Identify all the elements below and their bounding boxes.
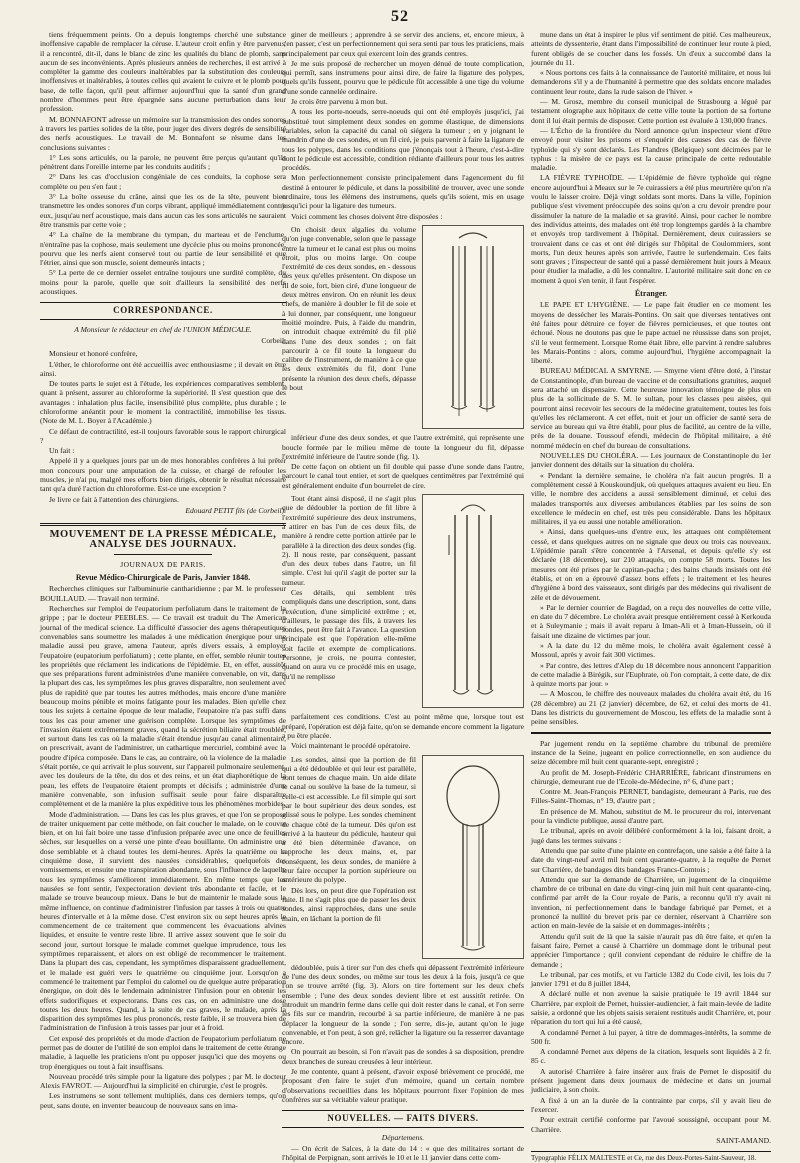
figure-2-illustration (422, 494, 524, 708)
paragraph: Mon perfectionnement consiste principalement dans l'agencement du fil destiné à entourer le pédicule, et dans la possibilité de trouver, avec une sonde ordinaire, tous les élémens des instrumens, quels qu'ils soient, mis en usage jusqu'ici pour la ligature des tumeurs. (282, 173, 524, 211)
paragraph: Voici maintenant le procédé opératoire. (291, 741, 411, 751)
column-2 (282, 30, 524, 1163)
page-number: 52 (391, 8, 409, 25)
paragraph: » Par le dernier courrier de Bagdad, on a reçu des nouvelles de cette ville, en date du 7 décembre. Le choléra avait presque entièrement cessé à Kerkouda et à Suleymanie ; mais il avait reparu à Iman-Ali et à Iman-Hussein, où il faisait une dizaine de victimes par jour. (531, 602, 771, 640)
printer-imprint: Typographie FÉLIX MALTESTE et Ce, rue des Deux-Portes-Saint-Sauveur, 18. (531, 1151, 771, 1163)
paragraph: NOUVELLES DU CHOLÉRA. — Les journaux de Constantinople du 1er janvier donnent des détails sur la situation du choléra. (531, 451, 771, 470)
correspondance-place: Corbeil. (261, 335, 286, 345)
paragraph: A déclaré nulle et non avenue la saisie pratiquée le 19 avril 1844 sur Charrière, par exploit de Pernet, huissier-audiencier, à fait main-levée de ladite saisie, a ordonné que les objets saisis seraient restitués audit Charrière, et, pour réparation du tort qui lui a été causé, (531, 989, 771, 1027)
paragraph: De cette façon on obtient un fil double qui passe d'une sonde dans l'autre, parcourt le canal tout entier, et sort de quelques centimètres par l'extrémité qui est généralement enduite d'un bourrelet de cire. (282, 462, 524, 490)
press-heading: MOUVEMENT DE LA PRESSE MÉDICALE, ANALYSE DES JOURNAUX. (40, 523, 286, 549)
sonde-figure-2-icon (423, 495, 523, 705)
polype-ligature-icon (423, 756, 523, 956)
press-journal-title: Revue Médico-Chirurgicale de Paris, Janvier 1848. (75, 573, 251, 583)
paragraph: De toutes parts le sujet est à l'étude, les expériences comparatives semblent, quant à présent, assurer au chloroforme la supériorité. Il s'est question que des avantages : inhalation plus facile, insensibilité plus complète, plus durable ; le chloroforme anéantit pour le moment la contractilité, immobilise les tissus. (Note de M. L. Boyer à l'Académie.) (40, 379, 286, 426)
paragraph: Appelé il y a quelques jours par un de mes honorables confrères à lui prêter mon concours pour une amputation de la cuisse, et chargé de refouler les muscles, je n'ai pu, malgré mes efforts bien dirigés, obtenir le résultat nécessaire tant qu'a duré l'action du chloroforme. Est-ce une exception ? (40, 456, 286, 494)
paragraph: Je crois être parvenu à mon but. (291, 97, 388, 107)
paragraph: On choisit deux algalies du volume qu'on juge convenable, selon que le passage entre la tumeur et le canal est plus ou moins étroit, plus ou moins large. On coupe l'extrémité de ces deux sondes, en - dessous des yeux qu'elles présentent. On dispose un fil de soie, fort, bien ciré, d'une longueur de deux mètres environ. On en réunit les deux chefs, de manière à doubler le fil de soie et à lui donner, par conséquent, une longueur moitié moindre. Puis, à l'aide du mandrin, on introduit chaque extrémité du fil plié dans l'une des deux sondes ; on fait parcourir à ce fil toute la longueur du calibre de l'instrument, de manière à ce que les deux extrémités du fil, dont l'une présente la réunion des deux chefs, dépasse le bout (282, 224, 416, 392)
paragraph: Recherches cliniques sur l'albuminurie cantharidienne ; par M. le professeur BOUILLAUD. — Travail non terminé. (40, 584, 286, 603)
paragraph: LA FIÈVRE TYPHOÏDE. — L'épidémie de fièvre typhoïde qui règne encore aujourd'hui à Meaux sur le 7e cuirassiers a été plus meurtrière qu'on n'a voulu le laisser croire. Déjà vingt soldats sont morts. Dans la ville, l'opinion publique s'est vivement préoccupée des soins qu'on a cru devoir prendre pour dissimuler la nature de la maladie et sa gravité. Ainsi, pour cacher le nombre des individus atteints, des malades ont été trop longtemps gardés à la chambre et envoyés trop tardivement à l'hôpital. Dernièrement, deux cuirassiers se trouvaient dans ce cas et ont été dirigés sur l'hôpital de Coulommiers, sont morts, l'un deux heures après son arrivée, l'autre le surlendemain. Ces faits sont graves ; l'inspecteur de santé qui a passé dernièrement huit jours à Meaux pour étudier la maladie, a dû les connaître. L'autorité militaire sait donc en ce moment à quoi s'en tenir, il faut l'espérer. (531, 173, 771, 285)
paragraph: 3° La boîte osseuse du crâne, ainsi que les os de la tête, peuvent bien transmettre les ondes sonores d'un corps vibrant, appliqué immédiatement contre eux, jusqu'au nerf acoustique, mais dans aucun cas les sons articulés ne sauraient être transmis par cette voie ; (40, 192, 286, 229)
divider (531, 732, 771, 734)
paragraph: — On écrit de Salces, à la date du 14 : « que des militaires sortant de l'hôpital de Perpignan, sont arrivés le 10 et le 11 janvier dans cette com- (282, 1143, 524, 1163)
paragraph: Contre M. Jean-François PERNET, bandagiste, demeurant à Paris, rue des Filles-Saint-Thomas, n° 19, d'autre part ; (531, 787, 771, 806)
paragraph: M. BONNAFONT adresse un mémoire sur la transmission des ondes sonores à travers les parties solides de la tête, pour juger des divers degrés de sensibilité des nerfs acoustiques. Le travail de M. Bonnafont se résume dans les conclusions suivantes : (40, 114, 286, 152)
news-subheading: Départemens. (381, 1132, 425, 1142)
paragraph: inférieur d'une des deux sondes, et que l'autre extrémité, qui représente une boucle formée par le milieu même de toute la longueur du fil, dépasse l'extrémité inférieure de l'autre sonde (fig. 1). (282, 433, 524, 461)
tribunal-signature: SAINT-AMAND. (716, 1135, 771, 1145)
paragraph: Je livre ce fait à l'attention des chirurgiens. (49, 494, 179, 504)
paragraph: Par jugement rendu en la septième chambre du tribunal de première instance de la Seine, jugeant en police correctionnelle, en son audience du seize décembre mil huit cent quarante-sept, enregistré ; (531, 738, 771, 767)
paragraph: A condamné Pernet à lui payer, à titre de dommages-intérêts, la somme de 500 fr. (531, 1027, 771, 1046)
divider (114, 554, 212, 555)
paragraph: 4° La chaîne de la membrane du tympan, du marteau et de l'enclume, n'entraîne pas la cophose, mais seulement une dycécie plus ou moins prononcée, pourvu que les nerfs aient conservé tout ou partie de leur sensibilité et que l'étrier, ainsi que son muscle, soient demeurés intacts ; (40, 230, 286, 268)
paragraph: A tous les porte-noeuds, serre-noeuds qui ont été employés jusqu'ici, j'ai substitué tout simplement deux sondes en gomme élastique, de dimensions variables, selon la capacité du canal où siégera la tumeur ; en y joignant le mandrin d'une de ces sondes, et un fil ciré, je puis parvenir à faire la ligature de tous les polypes, dans les conditions que j'énonçais tout à l'heure, c'est-à-dire dont le pédicule est accessible, condition rédiante d'ailleurs pour tous les autres procédés. (282, 107, 524, 173)
paragraph: On pourrait au besoin, si l'on n'avait pas de sondes à sa disposition, prendre deux branches de sureau creusées à leur intérieur. (282, 1047, 524, 1066)
news-heading: NOUVELLES. — FAITS DIVERS. (282, 1110, 524, 1127)
paragraph: Ce défaut de contractilité, est-il toujours favorable sous le rapport chirurgical ? (40, 426, 286, 445)
etranger-heading: Étranger. (634, 289, 668, 299)
figure-1-illustration (422, 225, 524, 429)
paragraph: 1° Les sons articulés, ou la parole, ne peuvent être perçus qu'autant qu'ils pénètrent dans l'oreille interne par les conduits auditifs ; (40, 152, 286, 172)
paragraph: A autorisé Charrière à faire insérer aux frais de Pernet le dispositif du présent jugement dans deux journaux de médecine et dans un journal judiciaire, à son choix. (531, 1066, 771, 1095)
paragraph: Je me contente, quant à présent, d'avoir exposé brièvement ce procédé, me proposant d'en faire le sujet d'un mémoire, quand un certain nombre d'observations recueillies dans les hôpitaux pourront fixer l'opinion de mes confrères sur sa véritable valeur pratique. (282, 1067, 524, 1104)
paragraph: Voici comment les choses doivent être disposées : (291, 211, 443, 221)
paragraph: — A Moscou, le chiffre des nouveaux malades du choléra avait été, du 16 (28 décembre) au 21 (2 janvier) décembre, de 62, et celui des morts de 41. Dans les districts du gouvernement de Moscou, les effets de la maladie sont à peine sensibles. (531, 689, 771, 727)
paragraph: Pour extrait certifié conforme par l'avoué soussigné, occupant pour M. Charrière. (531, 1115, 771, 1134)
paragraph: « Nous portons ces faits à la connaissance de l'autorité militaire, et nous lui demanderons s'il y a de l'humanité à permettre que des soldats encore malades continuent leur route, dans la rude saison de l'hiver. » (531, 68, 771, 96)
paragraph: Un fait : (49, 446, 75, 456)
paragraph: dédoublée, puis à tirer sur l'un des chefs qui dépassent l'extrémité inférieure de l'une des deux sondes, ou même sur tous les deux à la fois, jusqu'à ce que l'on se trouve arrêté (fig. 3). Alors on tire fortement sur les deux chefs ensemble ; l'une des deux sondes devient libre et est aussitôt retirée. On introduit un mandrin ferme dans celle qui doit rester dans le canal, et l'on serre les fils sur ce mandrin, recourbé à sa partie inférieure, de manière à ne pas déplacer la longueur de la sonde ; l'on serre, dis-je, autant qu'on le juge convenable, et l'on peut, à son gré, relâcher la ligature ou la resserrer davantage encore. (282, 962, 524, 1047)
column-3 (531, 30, 771, 1163)
paragraph: Attendu qu'il suit de là que la saisie n'aurait pas dû être faite, et qu'en la faisant faire, Pernet a causé à Charrière un dommage dont le tribunal peut apprécier l'importance ; qu'il convient cependant de réduire le chiffre de la demande ; (531, 931, 771, 969)
paragraph: 2° Dans les cas d'occlusion congéniale de ces conduits, la cophose sera complète ou peu s'en faut ; (40, 172, 286, 191)
paragraph: BUREAU MÉDICAL A SMYRNE. — Smyrne vient d'être doté, à l'instar de Constantinople, d'un bureau de vaccine et de consultations gratuites, auquel sera attaché un dispensaire. Cette heureuse innovation témoigne de plus en plus de la sollicitude de S. M. le sultan, pour les classes peu aisées, qui pourront ainsi recevoir les secours de la médecine gratuitement, toutes les fois qu'elles les réclameront. A cet effet, nuit et jour un officier de santé sera de service au bureau qui va être établi, pour plus de facilité, au centre de la ville, près de la douane. Toussouf efendi, médecin de l'hôpital militaire, a été nommé médecin en chef du bureau de consultations. (531, 366, 771, 450)
paragraph: Je me suis proposé de rechercher un moyen dénué de toute complication, qui permît, sans instrumens pour ainsi dire, de faire la ligature des polypes, quels qu'ils fussent, pourvu que le pédicule fût accessible à une tige du volume d'une sonde cannelée ordinaire. (282, 58, 524, 96)
paragraph: Monsieur et honoré confrère, (49, 349, 138, 359)
paragraph: A condamné Pernet aux dépens de la citation, lesquels sont liquidés à 2 fr. 85 c. (531, 1047, 771, 1066)
figure-3-illustration (422, 755, 524, 959)
paragraph: Le tribunal, après en avoir délibéré conformément à la loi, faisant droit, a jugé dans les termes suivans : (531, 826, 771, 845)
paragraph: — L'Écho de la frontière du Nord annonce qu'un inspecteur vient d'être envoyé pour visiter les prisons et s'enquérir des causes des cas de fièvre typhoïde qui s'y sont déclarés. Les Flandres (Belgique) sont décimées par le typhus : la misère de ce pays est la cause principale de cette redoutable maladie. (531, 125, 771, 173)
paragraph: mune dans un état à inspirer le plus vif sentiment de pitié. Ces malheureux, atteints de dyssenterie, étant dans l'impossibilité de continuer leur route à pied, furent obligés de se coucher dans les fossés. Un d'eux a succombé dans la journée du 11. (531, 30, 771, 67)
correspondance-heading: CORRESPONDANCE. (40, 302, 286, 319)
correspondance-salute: A Monsieur le rédacteur en chef de l'UNION MÉDICALE. (74, 324, 252, 334)
paragraph: Mode d'administration. — Dans les cas les plus graves, et que l'on se propose de traiter uniquement par cette méthode, on fait coucher le malade, on le couvre bien, et on lui fait boire une tasse d'infusion préparée avec une once de feuilles sèches, sur lesquelles on a versé une pinte d'eau bouillante. On administre une dose semblable et à chaud toutes les demi-heures. Après la quatrième ou la cinquième dose, il survient des nausées considérables, quelquefois des vomissemens, et ensuite une transpiration abondante, sous l'influence de laquelle tous les symptômes s'améliorent immédiatement. En même temps que les nausées se font sentir, l'expectoration devient très abondante et facile, et le malade se trouve beaucoup mieux. Dans le but de maintenir le malade sous la même influence, on continue d'administrer l'infusion par tasses à trois ou quatre heures d'intervalle et à la même dose. C'est environ six ou sept heures après le commencement de ce traitement que commencent les évacuations alvines liquides, et ensuite le ventre reste libre. Il arrive assez souvent que le soir du second jour, surtout lorsque le malade commet quelque imprudence, tous les symptômes reparaissent, et alors on est obligé de recommencer le traitement. Dans la plupart des cas, cependant, les symptômes disparaissent graduellement, et le malade est guéri vers le quatrième ou cinquième jour. Lorsqu'on a commencé le traitement par l'emploi du calomel ou de quelque autre préparation énergique, on doit dès le lendemain administrer l'infusion pour en obtenir les effets sudorifiques et expectorans. Dans ces cas, on en administre une dose toutes les deux heures. Quand, à la suite de cas graves, le malade, après la disparition des symptômes les plus prononcés, reste faible, il se trouvera bien de l'administration de l'infusion à trois tasses par jour et à froid. (40, 809, 286, 1033)
paragraph: 5° La perte de ce dernier osselet entraîne toujours une surdité complète, du moins pour la parole, quelle que soit d'ailleurs la sensibilité des nerfs acoustiques. (40, 268, 286, 297)
press-subheading: JOURNAUX DE PARIS. (120, 559, 206, 569)
paragraph: L'éther, le chloroforme ont été accueillis avec enthousiasme ; il devait en être ainsi. (40, 359, 286, 378)
correspondance-signature: Edouard PETIT fils (de Corbeil). (185, 505, 286, 515)
paragraph: Les sondes, ainsi que la portion de fil qui a été dédoublée et qui leur est parallèle, sont tenues de chaque main. Un aide dilate le canal ou soulève la base de la tumeur, si celle-ci est accessible. Le fil simple qui sort par le bout supérieur des deux sondes, est glissé sous le polype. Les sondes cheminent de chaque côté de la tumeur. Dès qu'on est arrivé à la hauteur du pédicule, hauteur qui a été bien déterminée d'avance, on rapproche les deux mains, et, par conséquent, les deux sondes, de manière à leur faire occuper la portion supérieure ou antérieure du polype. (282, 754, 416, 885)
paragraph: A fixé à un an la durée de la contrainte par corps, s'il y avait lieu de l'exercer. (531, 1095, 771, 1114)
sonde-figure-1-icon (423, 226, 523, 426)
paragraph: Au profit de M. Joseph-Frédéric CHARRIÈRE, fabricant d'instrumens en chirurgie, demeurant rue de l'Ecole-de-Médecine, n° 6, d'une part ; (531, 767, 771, 786)
figure-2-block (282, 494, 524, 708)
paragraph: Attendu que par suite d'une plainte en contrefaçon, une saisie a été faite à la date du vingt-neuf avril mil huit cent quarante-quatre, à la requête de Pernet sur Charrière, de bandages dits bandages Francs-Comtois ; (531, 845, 771, 874)
paragraph: — M. Grosz, membre du conseil municipal de Strasbourg a légué par testament olographe aux hôpitaux de cette ville toute la portion de sa fortune dont il lui était permis de disposer. Cette portion est évaluée à 130,000 francs. (531, 97, 771, 125)
paragraph: « Pendant la dernière semaine, le choléra n'a fait aucun progrès. Il a complètement cessé à Kouskoundjuk, où quelques attaques avaient eu lieu. En ville, le nombre des accidens a aussi sensiblement diminué, et celui des malades transportés aux diverses ambulances établies par les soins de son excellence le médecin en chef, est très peu considérable. Dans les hôpitaux militaires, il ya eu aussi une notable amélioration. (531, 470, 771, 527)
paragraph: LE PAPE ET L'HYGIÈNE. — Le pape fait étudier en ce moment les moyens de dessécher les Marais-Pontins. On sait que diverses tentatives ont été faites pour détruire ce foyer de fièvres pernicieuses, et que toutes ont échoué. Nous ne doutons pas que le pape actuel ne réussisse dans son projet, s'il le veut fermement. Lorsque Rome était libre, elle parvint à rendre salubres les Marais-Pontins : alors, comme aujourd'hui, l'hygiène accompagnait la liberté. (531, 300, 771, 366)
paragraph: parfaitement ces conditions. C'est au point même que, lorsque tout est préparé, l'opération est déjà faite, qu'on se demande encore comment la ligature a pu être placée. (282, 712, 524, 740)
paragraph: Les instrumens se sont tellement multipliés, dans ces derniers temps, qu'on peut, sans doute, en inventer beaucoup de nouveaux sans en ima- (40, 1091, 286, 1110)
figure-3-block (282, 755, 524, 959)
paragraph: Dès lors, on peut dire que l'opération est faite. Il ne s'agit plus que de passer les deux sondes, ainsi rapprochées, dans une seule main, en lâchant la portion de fil (282, 885, 416, 923)
paragraph: Cet exposé des propriétés et du mode d'action de l'eupatorium perfoliatum ne permet pas de douter de l'utilité de son emploi dans le traitement de cette étrange maladie, à laquelle les praticiens n'ont pu opposer jusqu'ici que des moyens ou trop énergiques ou tout à fait insuffisans. (40, 1033, 286, 1071)
column-1 (40, 30, 286, 1110)
paragraph: Nouveau procédé très simple pour la ligature des polypes ; par M. le docteur Alexis FAVROT. — Aujourd'hui la simplicité en chirurgie, c'est le progrès. (40, 1071, 286, 1091)
paragraph: Recherches sur l'emploi de l'eupatorium perfoliatum dans le traitement de la grippe ; par le docteur PEEBLES. — Ce travail est traduit du The American journal of the medical science. La difficulté d'associer des agens thérapeutiques convenables sans soumettre les malades à une médication énergique pour une maladie aussi peu grave, amena l'auteur, après divers essais, à employer l'eupatoire (eupatorium perfoliatum) ; cette plante, en effet, semble réunir toutes les propriétés que réclament les indications de l'épidémie. Et, en effet, aussitôt que ses préparations furent administrées d'une manière convenable, on vit, dans la plupart des cas, les symptômes les plus graves disparaître, non seulement avec plus de rapidité que par toutes les autres méthodes, mais encore d'une manière beaucoup moins pénible et moins fatigante pour les malades. Bien qu'elle chez tous les sujets à certaine époque de leur maladie, l'eupatoire n'a pas suffi dans tous les cas pour amener une guérison complète. Lorsque les symptômes de l'invasion étaient extrêmement graves, quand la sécrétion biliaire était troublée, et surtout dans les cas où la maladie s'était étendue jusqu'au canal alimentaire, on prescrivait, avant de l'administrer, un cathartique mercuriel, combiné avec la poudre d'ipéca composée. Dans le cas, au contraire, où la violence de la maladie s'était portée, ce qui arrivait le plus souvent, sur l'appareil pulmonaire seulement, avec les douleurs de la tête, du dos et des reins, et un état diaphorétique de la peau, les effets de l'eupatoire étaient prompts et décisifs ; administrée d'une manière convenable, son infusion suffisait seule pour faire disparaître complètement et de la manière la plus expéditive tous les phénomènes morbides. (40, 604, 286, 809)
paragraph: giner de meilleurs ; apprendre à se servir des anciens, et, encore mieux, à s'en passer, c'est un perfectionnement qui sera senti par tous les praticiens, mais principalement par ceux qui exercent loin des grands centres. (282, 30, 524, 58)
paragraph: » Ainsi, dans quelques-uns d'entre eux, les attaques ont complètement cessé, et dans quelques autres on ne signale que deux ou trois cas nouveaux. L'épidémie paraît s'être concentrée à l'Arsenal, et depuis qu'elle s'y est déclarée (18 décembre), sur 210 attaqués, on compte 58 morts. Toutes les mesures ont été prises par le capitan-pacha ; des bains chauds insistés ont été établis, et on en a éprouvé d'assez bons effets ; le traitement et les heures d'hygiène à bord des vaisseaux, sont dirigés par des médecins qui rivalisent de zèle et de dévouement. (531, 527, 771, 602)
paragraph: En présence de M. Mahou, substitut de M. le procureur du roi, intervenant pour la vindicte publique, aussi d'autre part. (531, 806, 771, 826)
paragraph: » A la date du 12 du même mois, le choléra avait également cessé à Mossoul, après y avoir fait 300 victimes. (531, 641, 771, 660)
intro-text (40, 30, 286, 296)
paragraph: Attendu que sur la demande de Charrière, un jugement de la cinquième chambre de ce tribunal en date du vingt-cinq juin mil huit cent quarante-cinq, confirmé par arrêt de la Cour royale de Paris, a reconnu qu'il n'y avait ni invention, ni perfectionnement dans le bandage fabriqué par Pernet, et a prononcé la nullité du brevet pris par ce dernier, réservant à Charrière son action en main-levée de la saisie et en dommages-intérêts ; (531, 874, 771, 931)
figure-1-block (282, 225, 524, 429)
paragraph: » Par contre, des lettres d'Alep du 18 décembre nous annoncent l'apparition de cette maladie à Birégik, sur l'Euphrate, où l'on comptait, à cette date, de dix à quinze morts par jour. » (531, 660, 771, 689)
paragraph: Tout étant ainsi disposé, il ne s'agit plus que de dédoubler la portion de fil libre à l'extrémité supérieure des deux instrumens, à attirer en bas l'un de ces deux fils, de manière à rendre cette portion attirée par le parallèle à la direction des deux sondes (fig. 2). Il nous reste, par conséquent, passant d'un des deux tubes dans l'autre, un fil simple. C'est lui qu'il s'agit de porter sur la tumeur. (282, 494, 416, 587)
paragraph: Le tribunal, par ces motifs, et vu l'article 1382 du Code civil, les lois du 7 janvier 1791 et du 8 juillet 1844, (531, 969, 771, 989)
paragraph: tiens fréquemment peints. On a depuis longtemps cherché une substance inoffensive capable de remplacer la céruse. L'auteur croit enfin y être parvenu ; il a rencontré, dit-il, dans le blanc de zinc les qualités du blanc de plomb, sans aucun de ses inconvénients. Après plusieurs années de recherches, il est arrivé à compléter la gamme des couleurs inaltérables par la substitution des couleurs inoffensives et inaltérables, à toutes celles qui avaient le cuivre et le plomb pour base, de telle façon, qu'il peut affirmer aujourd'hui que la santé d'un grand nombre d'hommes peut être épargnée sans aucune perturbation dans leur profession. (40, 30, 286, 114)
paragraph: Ces détails, qui semblent très compliqués dans une description, sont, dans l'exécution, d'une simplicité extrême ; et, d'ailleurs, le passage des fils, à travers les sondes, peut être fait à l'avance. La question principale est que l'opération elle-même soit facile et exempte de complications. Personne, je crois, ne pourra contester, quand on aura vu ce procédé mis en usage, qu'il ne remplisse (282, 587, 416, 681)
